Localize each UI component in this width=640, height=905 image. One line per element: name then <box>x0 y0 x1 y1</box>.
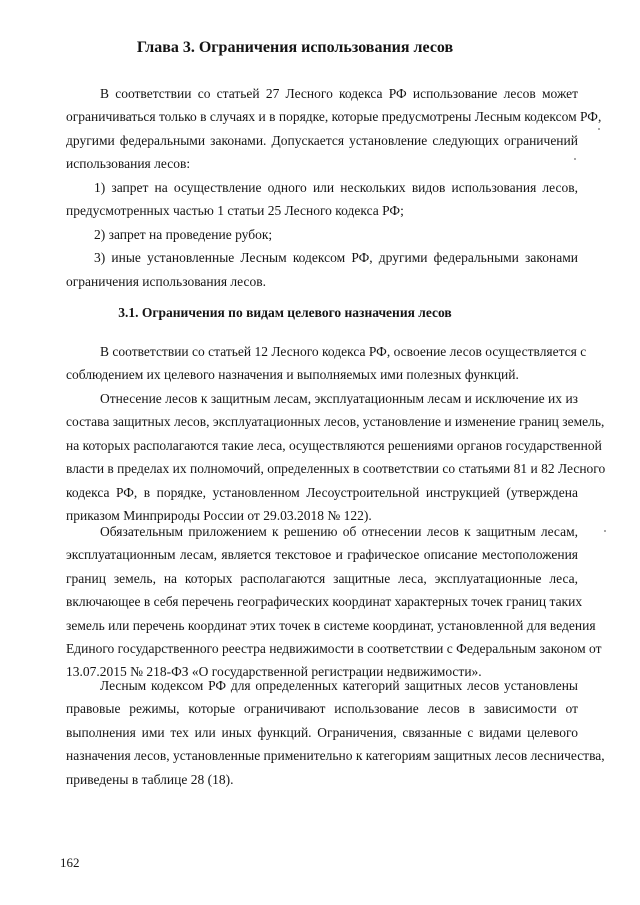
paragraph-line: земель или перечень координат этих точек в системе координат, установленной для ведения <box>66 617 596 633</box>
paragraph-line: назначения лесов, установленные применительно к категориям защитных лесов лесничества, <box>66 748 605 764</box>
paragraph-line: Обязательным приложением к решению об отнесении лесов к защитным лесам, <box>100 524 578 539</box>
restrictions-list <box>66 176 578 293</box>
list-item <box>66 246 578 293</box>
list-item-line: ограничения использования лесов. <box>66 273 266 289</box>
paragraph-line: состава защитных лесов, эксплуатационных лесов, установление и изменение границ земель, <box>66 414 605 430</box>
paragraph-line: Отнесение лесов к защитным лесам, эксплуатационным лесам и исключение их из <box>100 391 578 406</box>
intro-paragraph <box>66 82 602 176</box>
list-item <box>66 176 578 223</box>
chapter-title: Глава 3. Ограничения использования лесов <box>136 39 454 56</box>
paragraph-line: выполнения ими тех или иных функций. Ограничения, связанные с видами целевого <box>66 724 578 740</box>
paragraph-line: правовые режимы, которые ограничивают использование лесов в зависимости от <box>66 701 578 717</box>
paragraph-line: эксплуатационным лесам, является текстовое и графическое описание местоположения <box>66 547 578 563</box>
paragraph-line: В соответствии со статьей 12 Лесного кодекса РФ, освоение лесов осуществляется с <box>100 344 587 359</box>
list-item-line: 3) иные установленные Лесным кодексом РФ, другими федеральными законами <box>94 250 578 266</box>
scan-speck <box>598 128 600 130</box>
paragraph-line: другими федеральными законами. Допускается установление следующих ограничений <box>66 132 578 148</box>
scan-speck <box>574 158 576 160</box>
paragraph-line: приказом Минприроды России от 29.03.2018 № 122). <box>66 508 372 524</box>
list-item <box>66 223 578 246</box>
paragraph-4 <box>66 674 605 791</box>
paragraph-line: соблюдением их целевого назначения и выполняемых ими полезных функций. <box>66 367 519 383</box>
paragraph-2 <box>66 387 606 527</box>
list-item-line: 1) запрет на осуществление одного или нескольких видов использования лесов, <box>94 180 578 195</box>
paragraph-line: власти в пределах их полномочий, определенных в соответствии со статьями 81 и 82 Лесного <box>66 461 606 477</box>
paragraph-1 <box>66 340 587 387</box>
paragraph-line: приведены в таблице 28 (18). <box>66 771 234 787</box>
scan-speck <box>604 530 606 532</box>
list-item-line: 2) запрет на проведение рубок; <box>94 226 273 242</box>
section-title: 3.1. Ограничения по видам целевого назначения лесов <box>118 305 452 320</box>
paragraph-line: 13.07.2015 № 218-ФЗ «О государственной регистрации недвижимости». <box>66 664 482 680</box>
paragraph-line: Лесным кодексом РФ для определенных категорий защитных лесов установлены <box>100 678 578 693</box>
paragraph-3 <box>66 520 602 684</box>
paragraph-line: В соответствии со статьей 27 Лесного кодекса РФ использование лесов может <box>100 86 578 101</box>
list-item-line: предусмотренных частью 1 статьи 25 Лесного кодекса РФ; <box>66 203 404 219</box>
paragraph-line: на которых располагаются такие леса, осуществляются решениями органов государственной <box>66 437 602 453</box>
page-number: 162 <box>60 855 80 870</box>
paragraph-line: ограничиваться только в случаях и в порядке, которые предусмотрены Лесным кодексом РФ, <box>66 109 602 125</box>
paragraph-line: кодекса РФ, в порядке, установленном Лесоустроительной инструкцией (утверждена <box>66 484 578 500</box>
paragraph-line: включающее в себя перечень географических координат характерных точек границ таких <box>66 594 583 610</box>
paragraph-line: Единого государственного реестра недвижимости в соответствии с Федеральным законом от <box>66 641 602 657</box>
paragraph-line: границ земель, на которых располагаются защитные леса, эксплуатационные леса, <box>66 570 578 586</box>
paragraph-line: использования лесов: <box>66 156 191 172</box>
